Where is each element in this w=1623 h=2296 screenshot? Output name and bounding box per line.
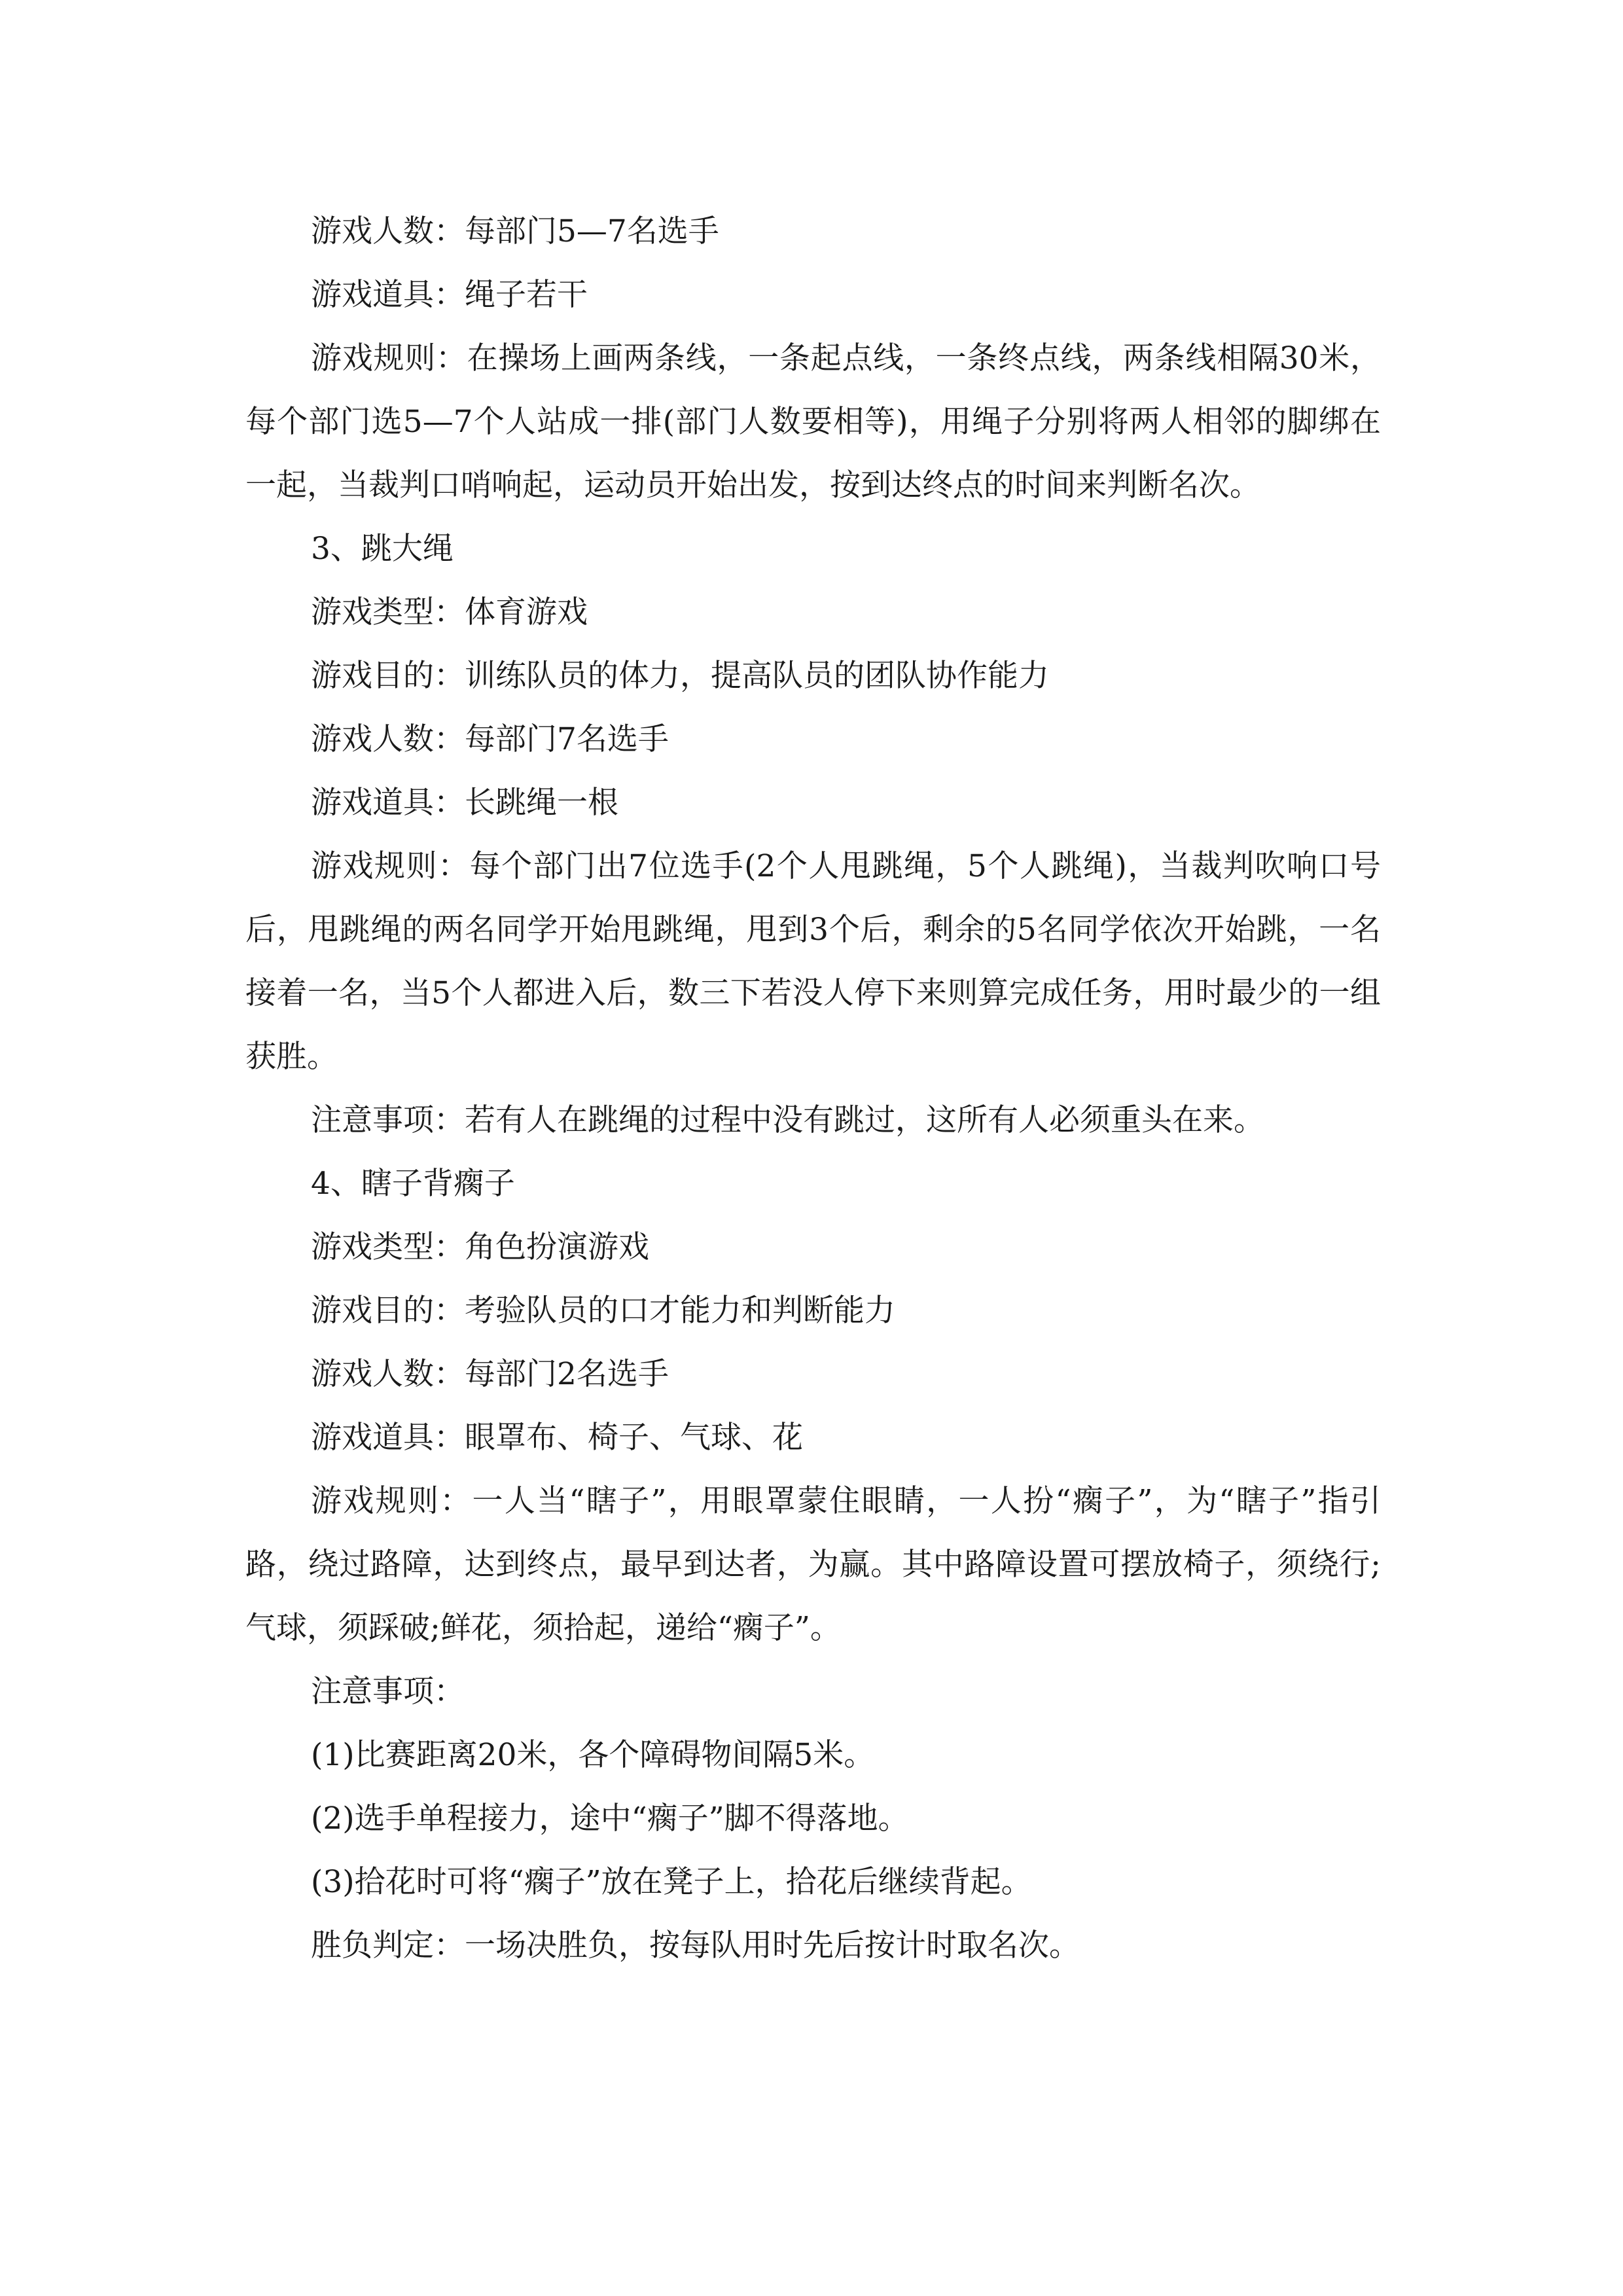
paragraph-props: 游戏道具：眼罩布、椅子、气球、花 (311, 1420, 803, 1456)
paragraph-note-item: (3)拾花时可将“瘸子”放在凳子上，拾花后继续背起。 (311, 1864, 1032, 1900)
paragraph-players: 游戏人数：每部门5—7名选手 (311, 213, 719, 249)
paragraph-game-goal: 游戏目的：考验队员的口才能力和判断能力 (311, 1293, 895, 1329)
paragraph-game-goal: 游戏目的：训练队员的体力，提高队员的团队协作能力 (311, 658, 1049, 694)
paragraph-rules: 游戏规则：在操场上画两条线，一条起点线，一条终点线，两条线相隔30米，每个部门选5—7个人站成一排(部门人数要相等)，用绳子分别将两人相邻的脚绑在一起，当裁判口哨响起，运动员开始出发，按到达终点的时间来判断名次。 (245, 340, 1381, 503)
document-body (245, 200, 1381, 1977)
paragraph-game-type: 游戏类型：体育游戏 (311, 594, 588, 630)
paragraph-props: 游戏道具：绳子若干 (311, 277, 588, 313)
paragraph-judging: 胜负判定：一场决胜负，按每队用时先后按计时取名次。 (311, 1928, 1080, 1964)
paragraph-note-item: (1)比赛距离20米，各个障碍物间隔5米。 (311, 1737, 875, 1773)
paragraph-players: 游戏人数：每部门2名选手 (311, 1356, 669, 1392)
paragraph-props: 游戏道具：长跳绳一根 (311, 785, 618, 821)
paragraph-game-type: 游戏类型：角色扮演游戏 (311, 1229, 649, 1265)
section-heading-jump-rope: 3、跳大绳 (311, 531, 454, 567)
paragraph-rules: 游戏规则：每个部门出7位选手(2个人甩跳绳，5个人跳绳)，当裁判吹响口号后，甩跳绳的两名同学开始甩跳绳，甩到3个后，剩余的5名同学依次开始跳，一名接着一名，当5个人都进入后，数三下若没人停下来则算完成任务，用时最少的一组获胜。 (245, 848, 1381, 1075)
paragraph-notes: 注意事项：若有人在跳绳的过程中没有跳过，这所有人必须重头在来。 (311, 1102, 1264, 1138)
paragraph-players: 游戏人数：每部门7名选手 (311, 721, 669, 757)
paragraph-rules: 游戏规则：一人当“瞎子”，用眼罩蒙住眼睛，一人扮“瘸子”，为“瞎子”指引路，绕过路障，达到终点，最早到达者，为赢。其中路障设置可摆放椅子，须绕行;气球，须踩破;鲜花，须拾起，递给“瘸子”。 (245, 1483, 1381, 1646)
paragraph-notes-heading: 注意事项： (311, 1674, 465, 1710)
paragraph-note-item: (2)选手单程接力，途中“瘸子”脚不得落地。 (311, 1801, 909, 1837)
section-heading-blind-carry: 4、瞎子背瘸子 (311, 1166, 515, 1202)
